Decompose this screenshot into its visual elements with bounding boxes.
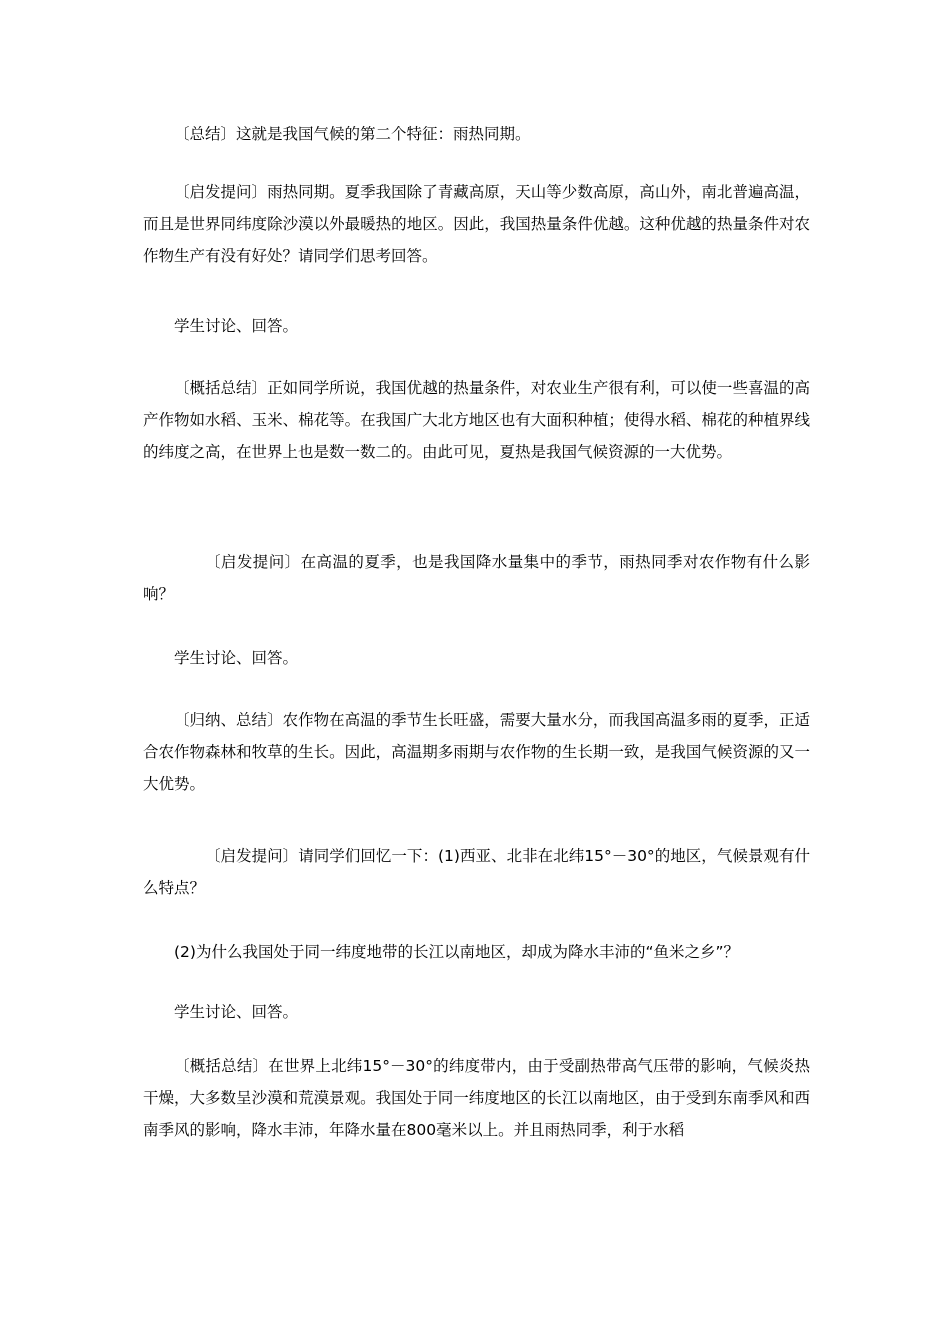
paragraph-question-latitude: 〔启发提问〕请同学们回忆一下：(1)西亚、北非在北纬15°－30°的地区，气候景观有什么特点？: [143, 847, 810, 897]
paragraph-student-discussion: 学生讨论、回答。: [174, 1003, 299, 1021]
paragraph-question-yangtze: (2)为什么我国处于同一纬度地带的长江以南地区，却成为降水丰沛的“鱼米之乡”？: [174, 943, 740, 961]
paragraph-question-rain: 〔启发提问〕在高温的夏季，也是我国降水量集中的季节，雨热同季对农作物有什么影响？: [143, 553, 810, 603]
paragraph-summary-feature: 〔总结〕这就是我国气候的第二个特征：雨热同期。: [174, 125, 531, 143]
paragraph-summary-heat: 〔概括总结〕正如同学所说，我国优越的热量条件，对农业生产很有利，可以使一些喜温的高产作物如水稻、玉米、棉花等。在我国广大北方地区也有大面积种植；使得水稻、棉花的种植界线的纬度之高，在世界上也是数一数二的。由此可见，夏热是我国气候资源的一大优势。: [143, 379, 810, 461]
paragraph-student-discussion: 学生讨论、回答。: [174, 649, 299, 667]
paragraph-question-heat: 〔启发提问〕雨热同期。夏季我国除了青藏高原，天山等少数高原，高山外，南北普遍高温，而且是世界同纬度除沙漠以外最暖热的地区。因此，我国热量条件优越。这种优越的热量条件对农作物生产有没有好处？请同学们思考回答。: [143, 183, 810, 265]
paragraph-student-discussion: 学生讨论、回答。: [174, 317, 299, 335]
paragraph-summary-latitude: 〔概括总结〕在世界上北纬15°－30°的纬度带内，由于受副热带高气压带的影响，气候炎热干燥，大多数呈沙漠和荒漠景观。我国处于同一纬度地区的长江以南地区，由于受到东南季风和西南季风的影响，降水丰沛，年降水量在800毫米以上。并且雨热同季，利于水稻: [143, 1057, 810, 1139]
paragraph-summary-rain: 〔归纳、总结〕农作物在高温的季节生长旺盛，需要大量水分，而我国高温多雨的夏季，正适合农作物森林和牧草的生长。因此，高温期多雨期与农作物的生长期一致，是我国气候资源的又一大优势。: [143, 711, 810, 793]
